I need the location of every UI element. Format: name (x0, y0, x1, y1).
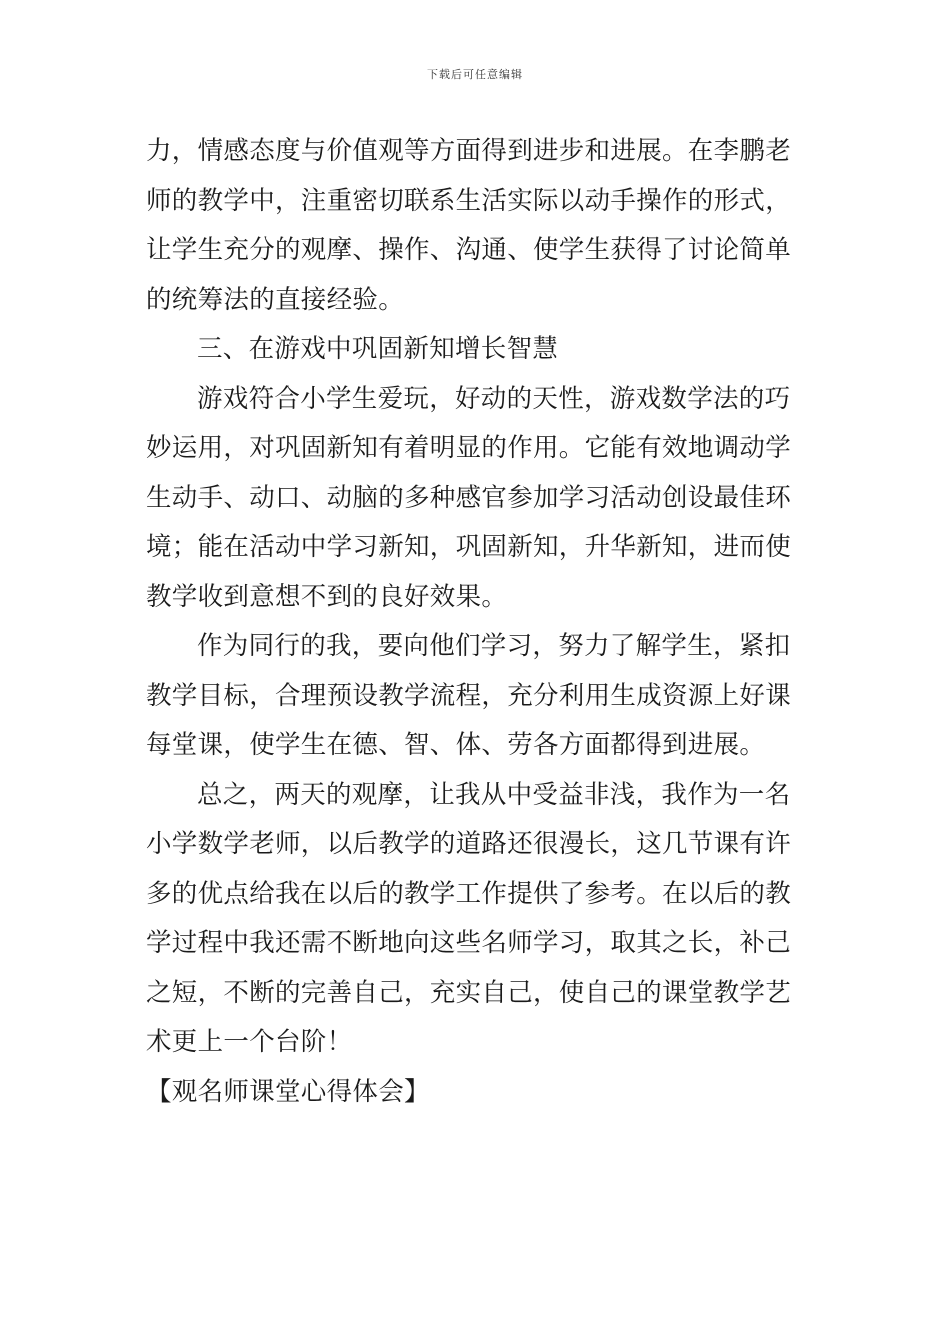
text-line: 总之，两天的观摩，让我从中受益非浅，我作为一名 (197, 779, 791, 810)
text-line: 术更上一个台阶！ (146, 1027, 353, 1057)
text-line: 师的教学中，注重密切联系生活实际以动手操作的形式， (146, 185, 792, 216)
text-line: 生动手、动口、动脑的多种感官参加学习活动创设最佳环 (146, 482, 792, 513)
text-line: 教学目标，合理预设教学流程，充分利用生成资源上好课 (146, 680, 792, 711)
text-line: 境；能在活动中学习新知，巩固新知，升华新知，进而使 (146, 532, 792, 562)
document-title-bracketed: 【观名师课堂心得体会】 (146, 1076, 430, 1107)
text-line: 教学收到意想不到的良好效果。 (146, 581, 508, 612)
text-line: 让学生充分的观摩、操作、沟通、使学生获得了讨论简单 (146, 235, 792, 265)
text-line: 学过程中我还需不断地向这些名师学习，取其之长，补己 (146, 928, 792, 958)
text-line: 之短，不断的完善自己，充实自己，使自己的课堂教学艺 (146, 977, 792, 1008)
text-line: 小学数学老师，以后教学的道路还很漫长，这几节课有许 (146, 829, 792, 859)
text-line: 作为同行的我，要向他们学习，努力了解学生，紧扣 (197, 631, 791, 661)
text-line: 多的优点给我在以后的教学工作提供了参考。在以后的教 (146, 878, 792, 909)
text-line: 的统筹法的直接经验。 (146, 284, 405, 315)
text-line: 游戏符合小学生爱玩，好动的天性，游戏数学法的巧 (197, 383, 791, 414)
text-line: 每堂课，使学生在德、智、体、劳各方面都得到进展。 (146, 730, 766, 760)
text-line: 妙运用，对巩固新知有着明显的作用。它能有效地调动学 (146, 433, 792, 463)
document-body (146, 128, 808, 1118)
text-line: 力，情感态度与价值观等方面得到进步和进展。在李鹏老 (146, 136, 792, 166)
page-header: 下载后可任意编辑 (427, 68, 523, 81)
section-heading: 三、在游戏中巩固新知增长智慧 (197, 334, 559, 364)
